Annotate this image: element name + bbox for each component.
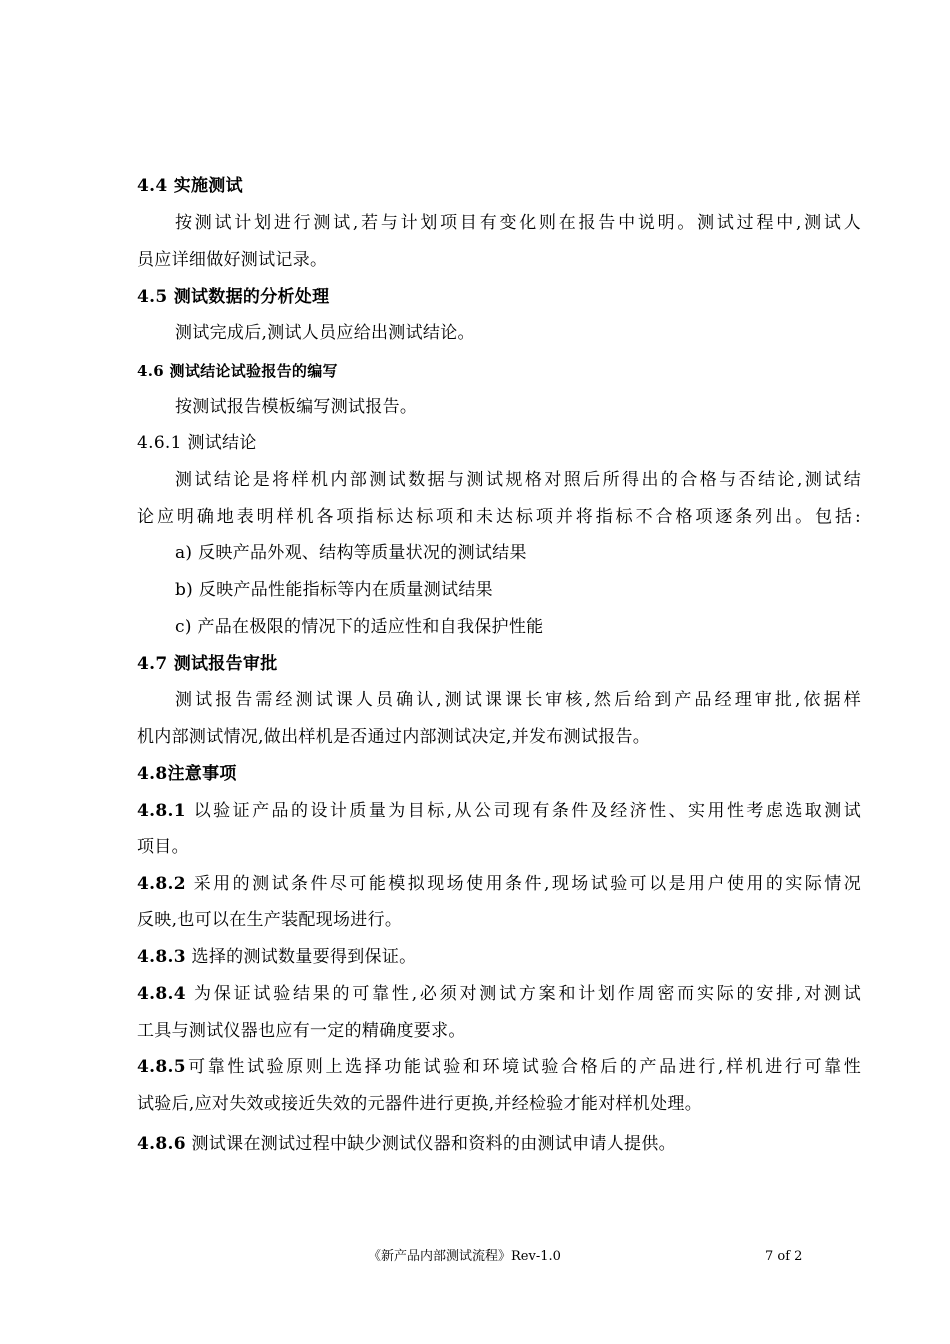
note-text: 选择的测试数量要得到保证。 — [191, 947, 417, 967]
section-4-4-paragraph-line-2: 员应详细做好测试记录。 — [137, 250, 328, 270]
footer-document-title: 《新产品内部测试流程》Rev-1.0 — [368, 1249, 561, 1264]
note-number: 4.8.6 — [137, 1134, 186, 1154]
note-4-8-4-line-2: 工具与测试仪器也应有一定的精确度要求。 — [137, 1021, 466, 1041]
list-item: c) 产品在极限的情况下的适应性和自我保护性能 — [175, 617, 544, 637]
note-text: 以验证产品的设计质量为目标,从公司现有条件及经济性、实用性考虑选取测试 — [193, 801, 861, 821]
note-4-8-1-line-1 — [137, 800, 861, 822]
note-number: 4.8.4 — [137, 984, 186, 1004]
section-4-6-heading: 4.6 测试结论试验报告的编写 — [137, 362, 338, 380]
note-text: 为保证试验结果的可靠性,必须对测试方案和计划作周密而实际的安排,对测试 — [194, 984, 861, 1004]
section-4-6-paragraph: 按测试报告模板编写测试报告。 — [175, 397, 418, 417]
note-4-8-2-line-2: 反映,也可以在生产装配现场进行。 — [137, 910, 403, 930]
section-4-7-paragraph-line-1: 测试报告需经测试课人员确认,测试课课长审核,然后给到产品经理审批,依据样 — [175, 690, 861, 710]
section-4-4-heading: 4.4 实施测试 — [137, 176, 243, 196]
note-4-8-6-line-1 — [137, 1133, 861, 1155]
footer-page-number: 7 of 2 — [765, 1249, 803, 1264]
note-text: 采用的测试条件尽可能模拟现场使用条件,现场试验可以是用户使用的实际情况 — [193, 874, 861, 894]
note-4-8-5-line-1 — [137, 1056, 861, 1078]
section-4-5-heading: 4.5 测试数据的分析处理 — [137, 287, 330, 307]
section-4-4-paragraph-line-1: 按测试计划进行测试,若与计划项目有变化则在报告中说明。测试过程中,测试人 — [175, 213, 861, 233]
note-number: 4.8.5 — [137, 1057, 186, 1077]
list-item: b) 反映产品性能指标等内在质量测试结果 — [175, 580, 493, 600]
section-4-6-1-paragraph-line-1: 测试结论是将样机内部测试数据与测试规格对照后所得出的合格与否结论,测试结 — [175, 470, 861, 490]
note-4-8-3-line-1 — [137, 946, 861, 968]
section-4-7-paragraph-line-2: 机内部测试情况,做出样机是否通过内部测试决定,并发布测试报告。 — [137, 727, 651, 747]
section-4-6-1-heading: 4.6.1 测试结论 — [137, 433, 257, 453]
section-4-6-1-paragraph-line-2: 论应明确地表明样机各项指标达标项和未达标项并将指标不合格项逐条列出。包括: — [137, 507, 861, 527]
note-text: 测试课在测试过程中缺少测试仪器和资料的由测试申请人提供。 — [191, 1134, 676, 1154]
note-4-8-2-line-1 — [137, 873, 861, 895]
section-4-7-heading: 4.7 测试报告审批 — [137, 654, 278, 674]
note-text: 可靠性试验原则上选择功能试验和环境试验合格后的产品进行,样机进行可靠性 — [185, 1057, 861, 1077]
section-4-5-paragraph: 测试完成后,测试人员应给出测试结论。 — [175, 323, 475, 343]
note-number: 4.8.2 — [137, 874, 186, 894]
note-number: 4.8.3 — [137, 947, 186, 967]
note-4-8-5-line-2: 试验后,应对失效或接近失效的元器件进行更换,并经检验才能对样机处理。 — [137, 1094, 703, 1114]
note-number: 4.8.1 — [137, 801, 186, 821]
section-4-8-heading: 4.8注意事项 — [137, 764, 237, 784]
list-item: a) 反映产品外观、结构等质量状况的测试结果 — [175, 543, 527, 563]
note-4-8-1-line-2: 项目。 — [137, 837, 189, 857]
note-4-8-4-line-1 — [137, 983, 861, 1005]
